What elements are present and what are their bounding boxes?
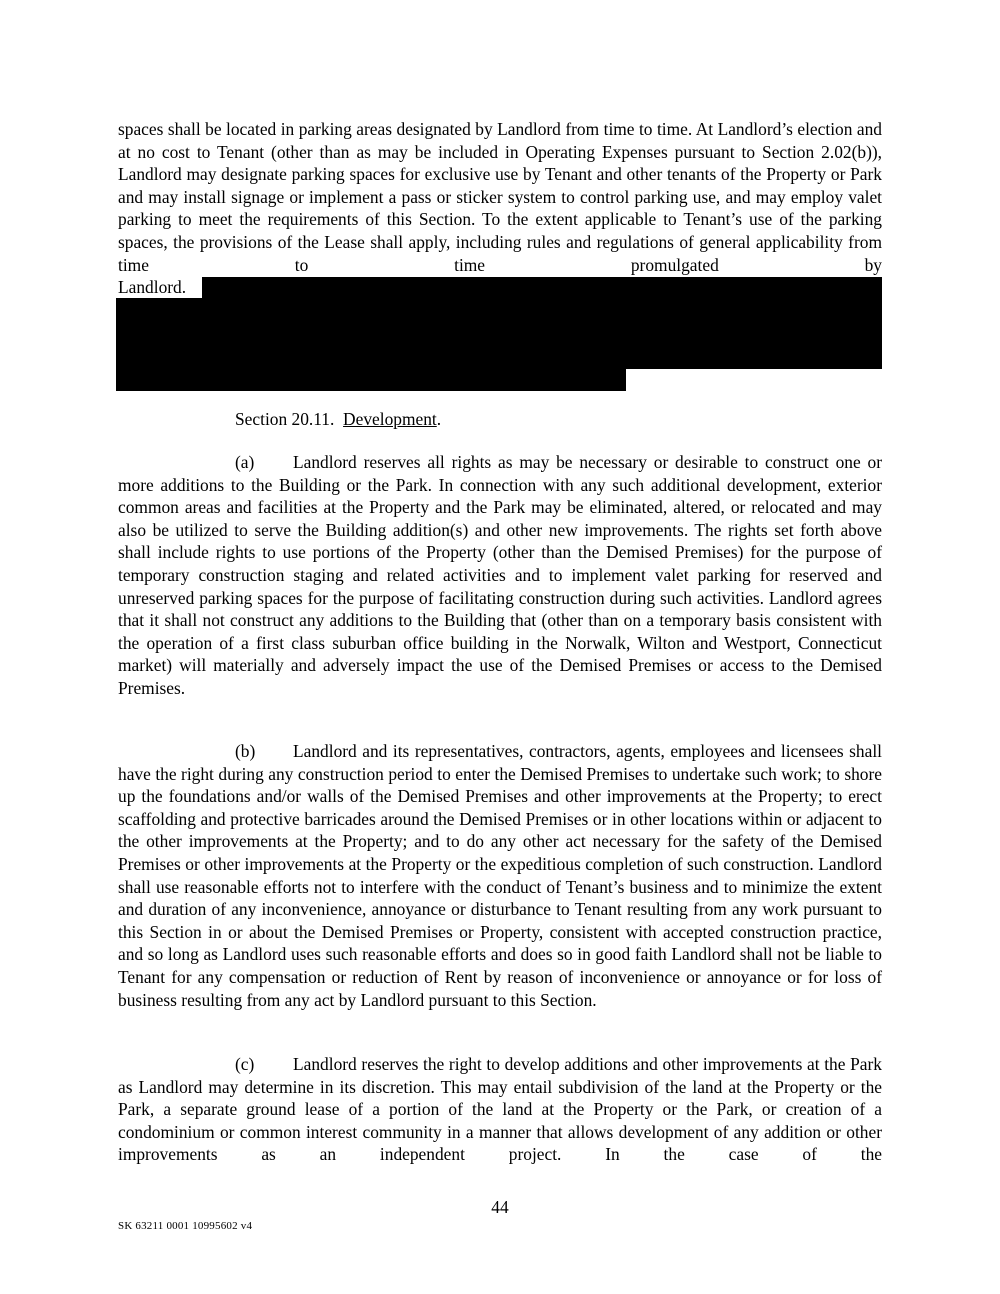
paragraph-b-label: (b) [235, 741, 256, 761]
paragraph-a [118, 451, 882, 700]
paragraph-c-label: (c) [235, 1054, 255, 1074]
section-number: Section 20.11. [235, 409, 335, 429]
page-number: 44 [491, 1197, 509, 1217]
section-title: Development [343, 409, 437, 429]
paragraph-c-text: Landlord reserves the right to develop additions and other improvements at the Park as Landlord may determine in its discretion. This may entail subdivision of the land at the Property or the Park, a separate ground lease of a portion of the land at the Property or the Park, or creation of a condominium or common interest community in a manner that allows development of any addition or other improvements as an independent project. In the case of the [118, 1054, 882, 1165]
document-id: SK 63211 0001 10995602 v4 [118, 1220, 253, 1232]
paragraph-c [118, 1053, 882, 1166]
paragraph-a-text: Landlord reserves all rights as may be necessary or desirable to construct one or more additions to the Building or the Park. In connection with any such additional development, exterior common areas and facilities at the Property and the Park may be eliminated, altered, or relocated and may also be utilized to serve the Building addition(s) and other new improvements. The rights set forth above shall include rights to use portions of the Property (other than the Demised Premises) for the purpose of temporary construction staging and related activities and to implement valet parking for reserved and unreserved parking spaces for the purpose of facilitating construction during such activities. Landlord agrees that it shall not construct any additions to the Building that (other than on a temporary basis consistent with the operation of a first class suburban office building in the Norwalk, Wilton and Westport, Connecticut market) will materially and adversely impact the use of the Demised Premises or access to the Demised Premises. [118, 452, 882, 698]
paragraph-parking-end-text: Landlord. [118, 277, 187, 297]
paragraph-parking-text: spaces shall be located in parking areas designated by Landlord from time to time. At Landlord’s election and at no cost to Tenant (other than as may be included in Operating Expenses pursuant to Section 2.02(b)), Landlord may designate parking spaces for exclusive use by Tenant and other tenants of the Property or Park and may install signage or implement a pass or sticker system to control parking use, and may employ valet parking to meet the requirements of this Section. To the extent applicable to Tenant’s use of the parking spaces, the provisions of the Lease shall apply, including rules and regulations of general applicability from time to time promulgated by [118, 119, 882, 275]
redaction-block [116, 298, 882, 369]
paragraph-b [118, 740, 882, 1011]
section-title-period: . [436, 409, 442, 429]
paragraph-a-label: (a) [235, 452, 255, 472]
paragraph-parking [118, 118, 882, 276]
paragraph-b-text: Landlord and its representatives, contractors, agents, employees and licensees shall have the right during any construction period to enter the Demised Premises to undertake such work; to shore up the foundations and/or walls of the Demised Premises and other improvements at the Property; to erect scaffolding and protective barricades around the Demised Premises or in other locations within or adjacent to the other improvements at the Property; and to do any other act necessary for the safety of the Demised Premises or other improvements at the Property or the expeditious completion of such construction. Landlord shall use reasonable efforts not to interfere with the conduct of Tenant’s business and to minimize the extent and duration of any inconvenience, annoyance or disturbance to Tenant resulting from any work pursuant to this Section in or about the Demised Premises or Property, consistent with accepted construction practice, and so long as Landlord uses such reasonable efforts and does so in good faith Landlord shall not be liable to Tenant for any compensation or reduction of Rent by reason of inconvenience or annoyance or for loss of business resulting from any act by Landlord pursuant to this Section. [118, 741, 882, 1010]
section-heading [235, 408, 441, 431]
redaction-block [116, 368, 626, 391]
